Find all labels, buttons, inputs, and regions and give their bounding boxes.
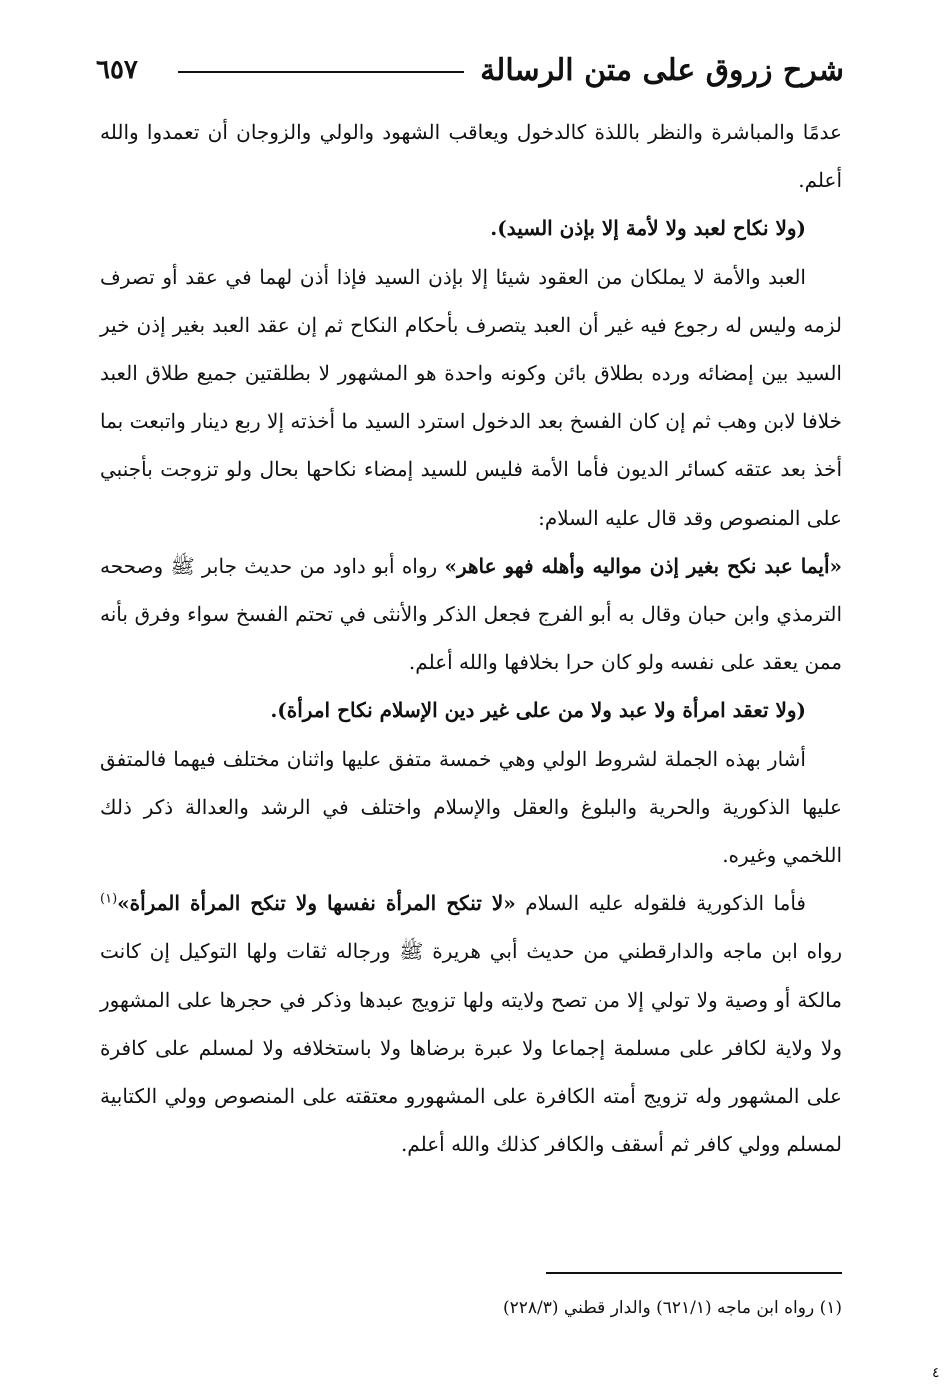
paragraph-2-text-b: رواه أبو داود من حديث جابر ﷺ وصححه الترمذي وابن حبان وقال به أبو الفرج فجعل الذكر والأنثى في تحتم الفسخ سواء وفرق بأنه ممن يعقد على نفسه ولو كان حرا بخلافها والله أعلم.: [100, 553, 843, 675]
page-header: [96, 44, 844, 96]
corner-mark: ٤: [932, 1365, 940, 1381]
paragraph-2-text-a: العبد والأمة لا يملكان من العقود شيئا إلا بإذن السيد فإذا أذن لهما في عقد أو تصرف لزمه وليس له رجوع فيه غير أن العبد يتصرف بأحكام النكاح ثم إن عقد العبد بغير إذن خير السيد بين إمضائه ورده بطلاق بائن وكونه واحدة هو المشهور لا بطلقتين جميع طلاق العبد خلافا لابن وهب ثم إن كان الفسخ بعد الدخول استرد السيد ما أخذته إلا ربع دينار واتبعت بما أخذ بعد عتقه كسائر الديون فأما الأمة فليس للسيد إمضاء نكاحها بحال ولو تزوجت بأجنبي على المنصوص وقد قال عليه السلام:: [100, 264, 842, 530]
footnote-reference: (١): [100, 891, 118, 907]
hadith-quote-2: «لا تنكح المرأة نفسها ولا تنكح المرأة المرأة»: [117, 891, 516, 916]
footnote-separator: [546, 1272, 842, 1274]
page-number: ٦٥٧: [96, 55, 138, 85]
body-text: [100, 108, 842, 1168]
paragraph-4: [100, 879, 842, 1168]
paragraph-4-text-b: رواه ابن ماجه والدارقطني من حديث أبي هريرة ﷺ ورجاله ثقات ولها التوكيل إن كانت مالكة أو وصية ولا تولي إلا من تصح ولايته ولها تزويج عبدها وذكر في حجرها على المشهور ولا ولاية لكافر على مسلمة إجماعا ولا عبرة برضاها ولا باستخلافه ولا لمسلم على كافرة على المشهور وله تزويج أمته الكافرة على المشهورو معتقته على المنصوص وولي الكتابية لمسلم وولي كافر ثم أسقف والكافر كذلك والله أعلم.: [100, 939, 843, 1157]
paragraph-4-text-a: فأما الذكورية فلقوله عليه السلام: [525, 891, 806, 916]
paragraph-1: عدمًا والمباشرة والنظر باللذة كالدخول ويعاقب الشهود والولي والزوجان أن تعمدوا والله أعلم.: [100, 120, 842, 193]
paragraph-2: [100, 253, 842, 687]
footnote: (١) رواه ابن ماجه (٦٢١/١) والدار قطني (٢٢٨/٣): [502, 1298, 842, 1318]
section-heading-1: (ولا نكاح لعبد ولا لأمة إلا بإذن السيد).: [490, 216, 806, 241]
section-heading-2: (ولا تعقد امرأة ولا عبد ولا من على غير دين الإسلام نكاح امرأة).: [270, 698, 806, 723]
header-rule: [178, 71, 464, 73]
running-title: شرح زروق على متن الرسالة: [480, 52, 844, 88]
paragraph-3: أشار بهذه الجملة لشروط الولي وهي خمسة متفق عليها واثنان مختلف فيهما فالمتفق عليها الذكورية والحرية والبلوغ والعقل والإسلام واختلف في الرشد والعدالة ذكر ذلك اللخمي وغيره.: [100, 746, 842, 868]
hadith-quote-1: «أيما عبد نكح بغير إذن مواليه وأهله فهو عاهر»: [444, 553, 843, 578]
